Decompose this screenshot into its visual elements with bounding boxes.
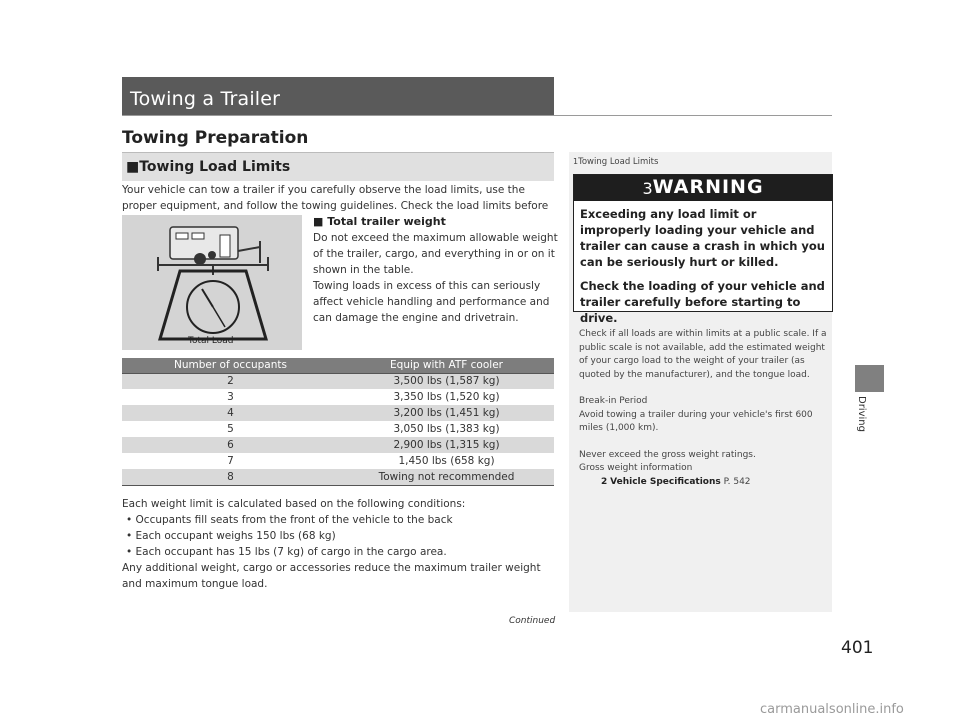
note-heading <box>573 157 658 167</box>
section-title: Towing Preparation <box>122 128 309 148</box>
warning-box <box>573 174 833 325</box>
weight-cell: Towing not recommended <box>339 469 554 485</box>
chapter-title: Towing a Trailer <box>130 88 281 110</box>
subsection-title <box>126 159 290 175</box>
occupants-cell: 3 <box>227 391 234 403</box>
warning-paragraph-2: Check the loading of your vehicle and trailer carefully before starting to drive. <box>580 279 825 325</box>
conditions-closing: Any additional weight, cargo or accessories reduce the maximum trailer weight and maximum tongue load. <box>122 562 541 590</box>
table-row <box>122 453 554 469</box>
illustration-label: Total Load <box>188 336 234 346</box>
occupants-cell: 7 <box>227 455 234 467</box>
trailer-weight-heading <box>313 214 558 230</box>
table-row <box>122 389 554 405</box>
ref-title: Vehicle Specifications <box>610 476 721 487</box>
weight-cell: 2,900 lbs (1,315 kg) <box>339 437 554 453</box>
occupants-cell: 6 <box>122 437 339 453</box>
weight-cell: 1,450 lbs (658 kg) <box>398 455 495 467</box>
note-heading-text: Towing Load Limits <box>578 157 659 167</box>
list-item: • Occupants fill seats from the front of the vehicle to the back <box>126 514 453 526</box>
note-marker: 1 <box>573 157 579 166</box>
table-header-row <box>122 358 554 373</box>
vehicle-specifications-link[interactable] <box>579 477 751 487</box>
bullet-text: Each occupant weighs 150 lbs (68 kg) <box>135 530 336 542</box>
warning-header <box>574 175 832 201</box>
weight-cell: 3,200 lbs (1,451 kg) <box>339 405 554 421</box>
gross-line-2: Gross weight information <box>579 463 693 473</box>
table-row <box>122 373 554 389</box>
warning-title: WARNING <box>652 176 764 198</box>
trailer-weight-line1: Do not exceed the maximum allowable weight of the trailer, cargo, and everything in or on it shown in the table. <box>313 232 558 276</box>
title-divider <box>122 115 832 116</box>
bullet-text: Each occupant has 15 lbs (7 kg) of cargo in the cargo area. <box>135 546 447 558</box>
chapter-title-bar <box>122 77 554 116</box>
occupants-cell: 5 <box>227 423 234 435</box>
table-row <box>122 469 554 485</box>
bullet-text: Occupants fill seats from the front of the vehicle to the back <box>135 514 453 526</box>
break-in-text: Avoid towing a trailer during your vehicle's first 600 miles (1,000 km). <box>579 409 813 433</box>
note-paragraph-break-in <box>579 395 827 436</box>
gross-line-1: Never exceed the gross weight ratings. <box>579 449 756 460</box>
scale-trailer-icon <box>122 215 302 350</box>
trailer-weight-marker: ■ <box>313 215 324 228</box>
conditions-block <box>122 496 562 592</box>
trailer-weight-heading-text: Total trailer weight <box>327 215 446 228</box>
note-text <box>579 328 827 489</box>
occupants-cell: 2 <box>122 373 339 389</box>
occupants-cell: 4 <box>122 405 339 421</box>
list-item: • Each occupant weighs 150 lbs (68 kg) <box>126 530 336 542</box>
trailer-weight-line2: Towing loads in excess of this can seriously affect vehicle handling and performance and can damage the engine and drivetrain. <box>313 280 550 324</box>
table-row <box>122 421 554 437</box>
side-label-text: Driving <box>856 396 867 432</box>
subsection-title-text: Towing Load Limits <box>139 159 291 175</box>
watermark: carmanualsonline.info <box>760 702 904 717</box>
note-paragraph-scale: Check if all loads are within limits at a public scale. If a public scale is not available, add the estimated weight of your cargo load to the weight of your trailer (as quoted by the manufacturer), and the tongue load. <box>579 329 827 380</box>
ref-marker: 2 <box>601 476 608 487</box>
list-item: • Each occupant has 15 lbs (7 kg) of cargo in the cargo area. <box>126 546 447 558</box>
warning-icon: 3 <box>642 179 653 198</box>
conditions-intro: Each weight limit is calculated based on the following conditions: <box>122 498 466 510</box>
header-atf-cooler: Equip with ATF cooler <box>339 358 554 373</box>
ref-page: P. 542 <box>723 476 751 487</box>
weight-cell: 3,050 lbs (1,383 kg) <box>393 423 500 435</box>
page-number: 401 <box>841 638 874 658</box>
towing-load-table <box>122 358 554 486</box>
warning-paragraph-1: Exceeding any load limit or improperly loading your vehicle and trailer can cause a crash in which you can be seriously hurt or killed. <box>580 207 825 269</box>
continued-label: Continued <box>509 616 556 626</box>
chapter-tab <box>855 365 884 392</box>
table-row <box>122 405 554 421</box>
table-row <box>122 437 554 453</box>
header-occupants: Number of occupants <box>122 358 339 373</box>
subsection-bar <box>122 152 554 181</box>
chapter-side-label <box>853 396 873 436</box>
intro-paragraph: Your vehicle can tow a trailer if you carefully observe the load limits, use the proper equipment, and follow the towing guidelines. Check the load limits before <box>122 184 549 212</box>
warning-body <box>580 206 830 326</box>
note-paragraph-gross <box>579 449 827 490</box>
total-load-illustration <box>122 215 302 350</box>
break-in-title: Break-in Period <box>579 396 648 406</box>
trailer-weight-block <box>313 214 558 326</box>
subsection-marker: ■ <box>126 159 140 175</box>
occupants-cell: 8 <box>122 469 339 485</box>
weight-cell: 3,350 lbs (1,520 kg) <box>393 391 500 403</box>
weight-cell: 3,500 lbs (1,587 kg) <box>339 373 554 389</box>
